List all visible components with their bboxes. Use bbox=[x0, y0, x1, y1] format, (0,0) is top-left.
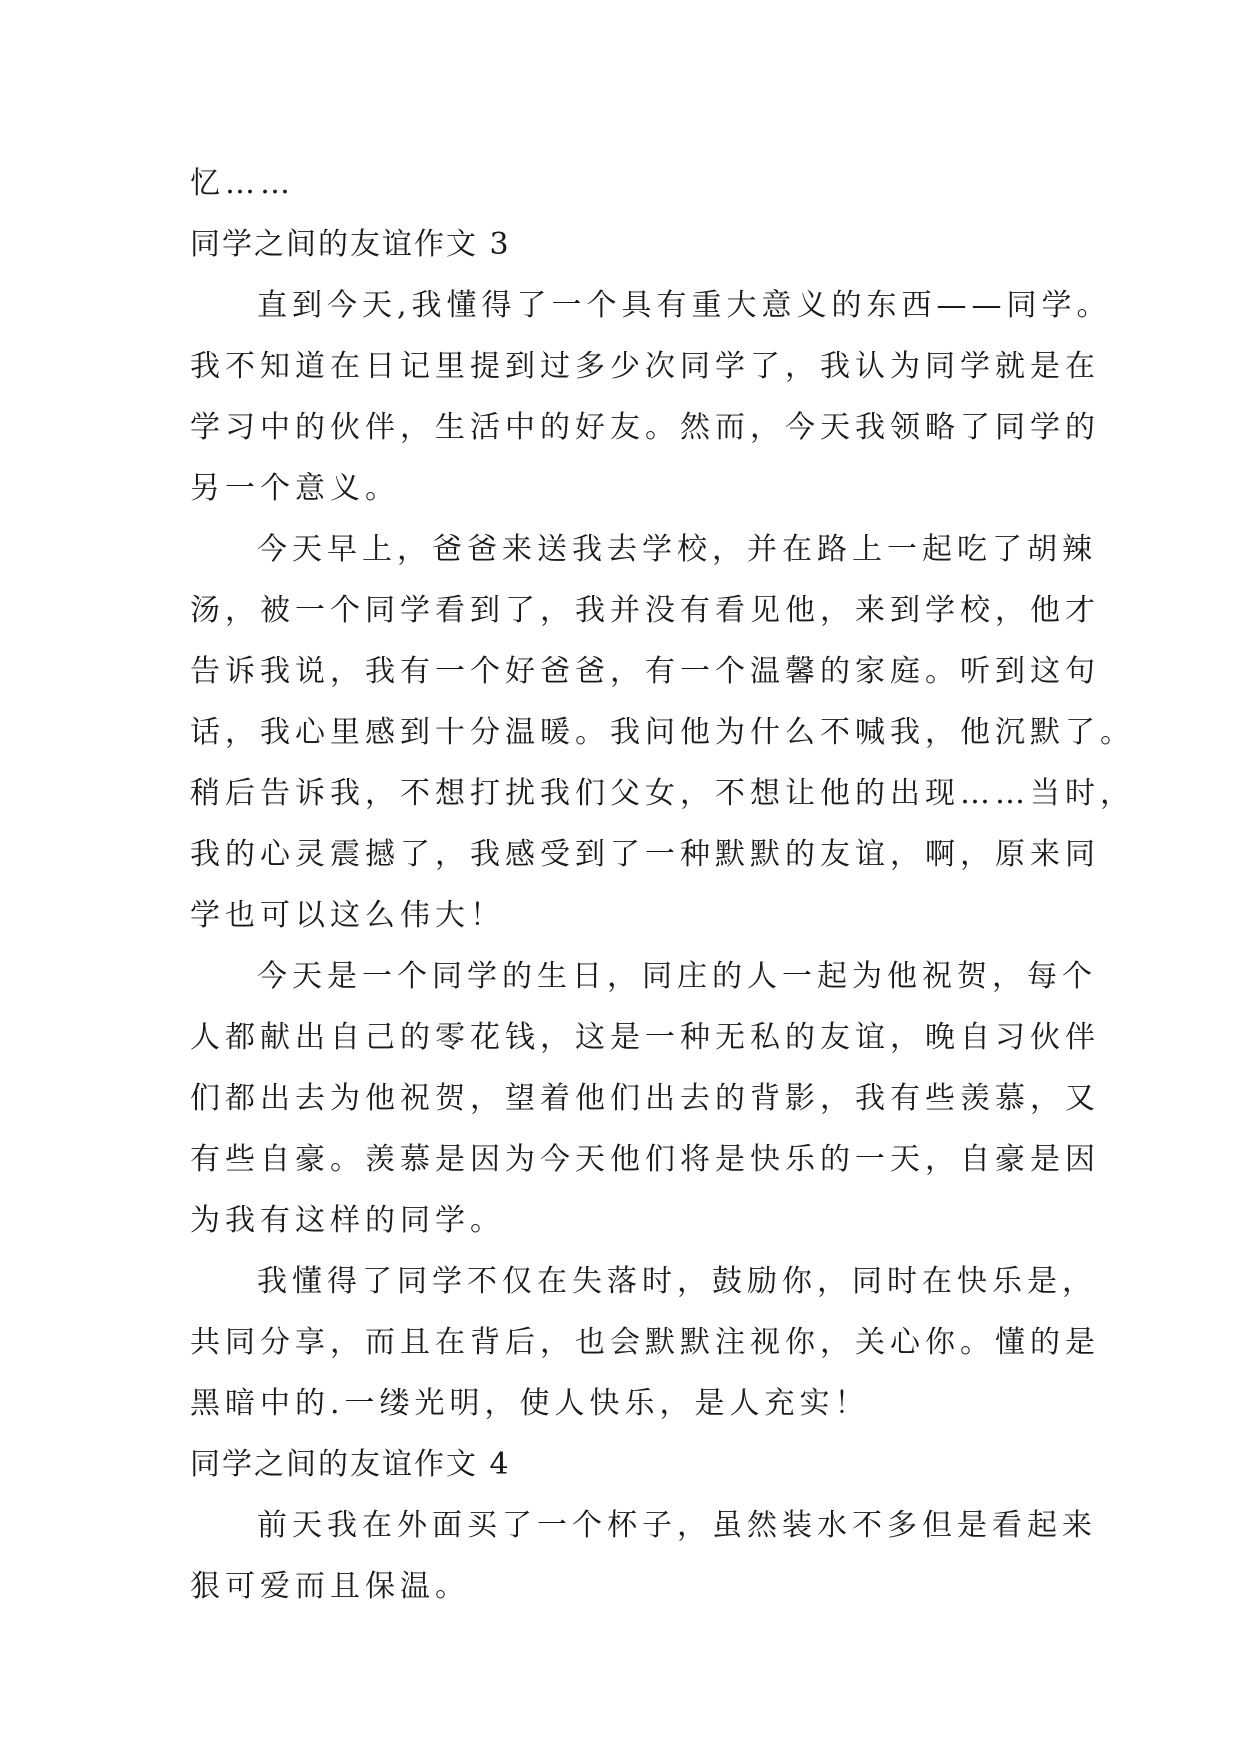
paragraph-first-line: 今天早上，爸爸来送我去学校，并在路上一起吃了胡辣 bbox=[257, 532, 1097, 567]
text-line: 另一个意义。 bbox=[190, 471, 400, 506]
text-line: 学习中的伙伴，生活中的好友。然而，今天我领略了同学的 bbox=[190, 410, 1100, 445]
section-heading: 同学之间的友谊作文 4 bbox=[190, 1447, 511, 1482]
text-line: 狠可爱而且保温。 bbox=[190, 1569, 470, 1604]
text-line: 我的心灵震撼了，我感受到了一种默默的友谊，啊，原来同 bbox=[190, 837, 1100, 872]
section-heading: 同学之间的友谊作文 3 bbox=[190, 227, 511, 262]
text-line: 共同分享，而且在背后，也会默默注视你，关心你。懂的是 bbox=[190, 1325, 1100, 1360]
text-line: 人都献出自己的零花钱，这是一种无私的友谊，晚自习伙伴 bbox=[190, 1020, 1100, 1055]
paragraph-first-line: 前天我在外面买了一个杯子，虽然装水不多但是看起来 bbox=[257, 1508, 1097, 1543]
text-line: 黑暗中的.一缕光明，使人快乐，是人充实！ bbox=[190, 1386, 870, 1421]
text-line: 为我有这样的同学。 bbox=[190, 1203, 505, 1238]
text-line: 话，我心里感到十分温暖。我问他为什么不喊我，他沉默了。 bbox=[190, 715, 1135, 750]
text-line: 们都出去为他祝贺，望着他们出去的背影，我有些羡慕，又 bbox=[190, 1081, 1100, 1116]
text-line: 稍后告诉我，不想打扰我们父女，不想让他的出现……当时， bbox=[190, 776, 1135, 811]
paragraph-first-line: 直到今天,我懂得了一个具有重大意义的东西——同学。 bbox=[257, 288, 1112, 323]
text-line: 告诉我说，我有一个好爸爸，有一个温馨的家庭。听到这句 bbox=[190, 654, 1100, 689]
text-line: 学也可以这么伟大！ bbox=[190, 898, 505, 933]
text-line: 有些自豪。羡慕是因为今天他们将是快乐的一天，自豪是因 bbox=[190, 1142, 1100, 1177]
text-line: 汤，被一个同学看到了，我并没有看见他，来到学校，他才 bbox=[190, 593, 1100, 628]
paragraph-first-line: 今天是一个同学的生日，同庄的人一起为他祝贺，每个 bbox=[257, 959, 1097, 994]
text-line: 我不知道在日记里提到过多少次同学了，我认为同学就是在 bbox=[190, 349, 1100, 384]
paragraph-first-line: 我懂得了同学不仅在失落时，鼓励你，同时在快乐是， bbox=[257, 1264, 1097, 1299]
text-line: 忆…… bbox=[190, 166, 295, 201]
